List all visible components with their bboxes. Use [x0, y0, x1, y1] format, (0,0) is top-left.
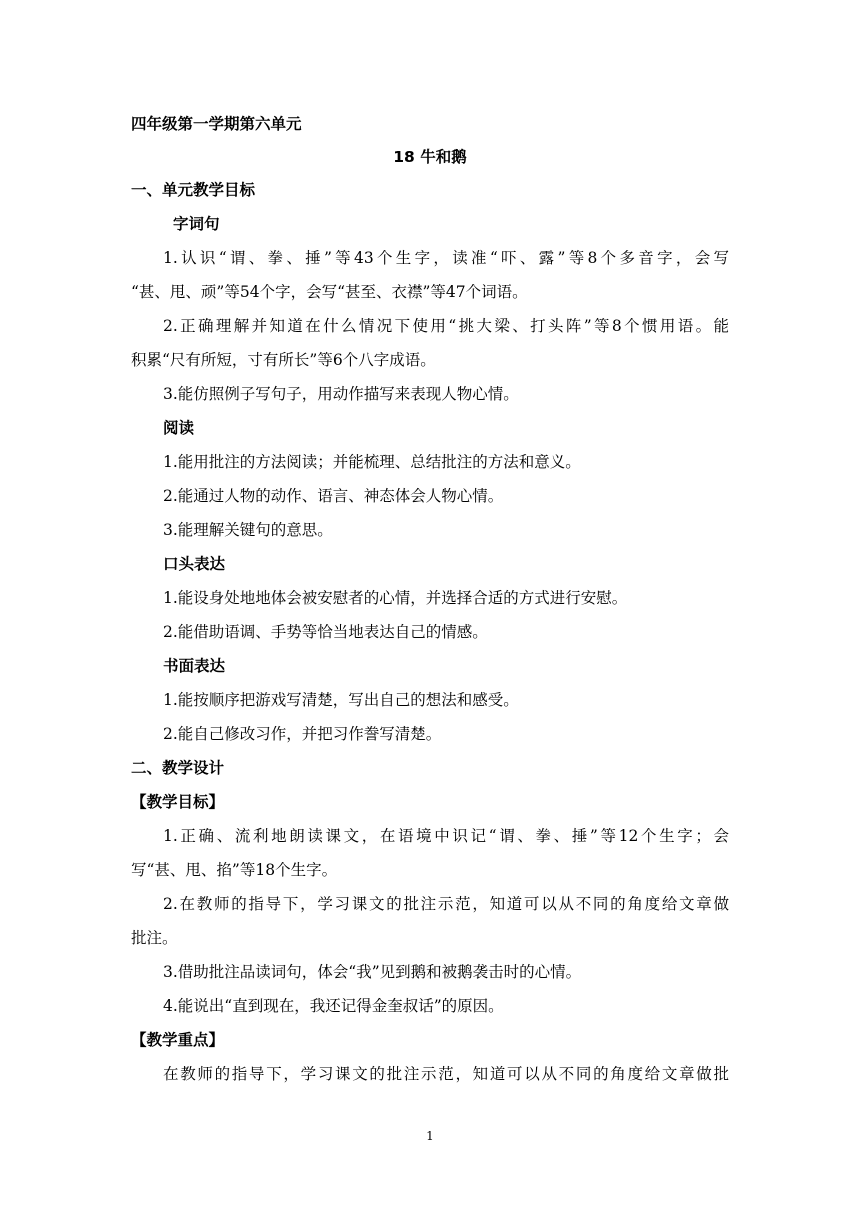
- objectives-heading: 【教学目标】: [131, 793, 225, 811]
- written-heading: 书面表达: [163, 657, 226, 675]
- objectives-item1-line1: 1.正确、流利地朗读课文，在语境中识记“谓、拳、捶”等12个生字；会: [163, 827, 729, 845]
- vocab-heading: 字词句: [173, 215, 220, 233]
- objectives-item3: 3.借助批注品读词句，体会“我”见到鹅和被鹅袭击时的心情。: [163, 963, 582, 981]
- reading-item1: 1.能用批注的方法阅读；并能梳理、总结批注的方法和意义。: [163, 453, 581, 471]
- unit-header: 四年级第一学期第六单元: [131, 115, 302, 133]
- vocab-item3: 3.能仿照例子写句子，用动作描写来表现人物心情。: [163, 385, 519, 403]
- written-item1: 1.能按顺序把游戏写清楚，写出自己的想法和感受。: [163, 691, 519, 709]
- reading-heading: 阅读: [163, 419, 195, 437]
- section2-heading: 二、教学设计: [131, 759, 225, 777]
- objectives-item4: 4.能说出“直到现在，我还记得金奎叔话”的原因。: [163, 997, 504, 1015]
- lesson-title: 18 牛和鹅: [393, 148, 467, 166]
- objectives-item2-line1: 2.在教师的指导下，学习课文的批注示范，知道可以从不同的角度给文章做: [163, 895, 729, 913]
- oral-heading: 口头表达: [163, 555, 226, 573]
- oral-item1: 1.能设身处地地体会被安慰者的心情，并选择合适的方式进行安慰。: [163, 589, 628, 607]
- objectives-item2-line2: 批注。: [131, 929, 178, 947]
- reading-item2: 2.能通过人物的动作、语言、神态体会人物心情。: [163, 487, 504, 505]
- vocab-item1-line2: “甚、甩、顽”等54个字，会写“甚至、衣襟”等47个词语。: [131, 283, 528, 301]
- vocab-item1-line1: 1.认识“谓、拳、捶”等43个生字，读准“吓、露”等8个多音字，会写: [163, 249, 729, 267]
- reading-item3: 3.能理解关键句的意思。: [163, 521, 333, 539]
- page-number: 1: [426, 1129, 434, 1143]
- vocab-item2-line1: 2.正确理解并知道在什么情况下使用“挑大梁、打头阵”等8个惯用语。能: [163, 317, 729, 335]
- key-points-text-line1: 在教师的指导下，学习课文的批注示范，知道可以从不同的角度给文章做批: [163, 1065, 729, 1083]
- oral-item2: 2.能借助语调、手势等恰当地表达自己的情感。: [163, 623, 488, 641]
- objectives-item1-line2: 写“甚、甩、掐”等18个生字。: [131, 861, 338, 879]
- section1-heading: 一、单元教学目标: [131, 181, 256, 199]
- key-points-heading: 【教学重点】: [131, 1031, 225, 1049]
- written-item2: 2.能自己修改习作，并把习作誊写清楚。: [163, 725, 442, 743]
- vocab-item2-line2: 积累“尺有所短，寸有所长”等6个八字成语。: [131, 351, 436, 369]
